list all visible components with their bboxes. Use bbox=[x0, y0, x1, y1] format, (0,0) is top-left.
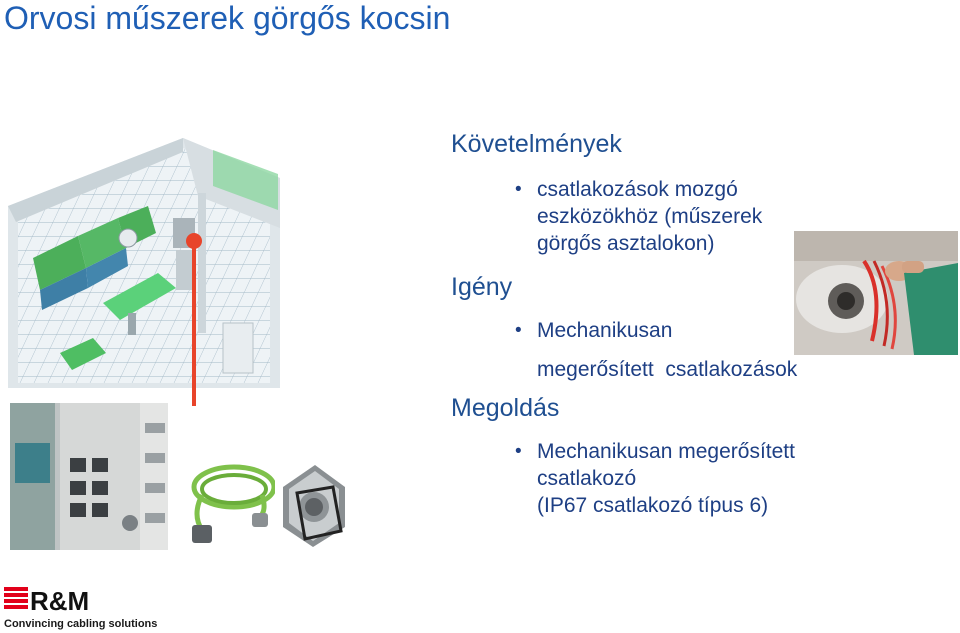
need-heading: Igény bbox=[451, 273, 513, 301]
need-line-1: Mechanikusan bbox=[537, 319, 673, 342]
solution-line-1: Mechanikusan megerősített bbox=[537, 440, 795, 463]
requirement-line-3: görgős asztalokon) bbox=[537, 232, 715, 255]
ip67-connector-photo bbox=[275, 457, 349, 551]
solution-line-2: csatlakozó bbox=[537, 467, 637, 490]
solution-heading: Megoldás bbox=[451, 394, 560, 422]
requirement-line-1: csatlakozások mozgó bbox=[537, 178, 738, 201]
device-panel-photo bbox=[10, 403, 168, 550]
need-bullet bbox=[515, 317, 673, 344]
requirements-heading: Követelmények bbox=[451, 130, 622, 158]
logo-tagline: Convincing cabling solutions bbox=[4, 618, 158, 630]
technician-photo bbox=[794, 231, 958, 355]
solution-bullet bbox=[515, 438, 795, 519]
hospital-room-illustration bbox=[8, 138, 280, 388]
bullet-dot: • bbox=[515, 441, 522, 462]
logo-stripes bbox=[4, 587, 28, 609]
bullet-dot: • bbox=[515, 320, 522, 341]
need-line-2: megerősített csatlakozások bbox=[537, 358, 798, 381]
requirement-line-2: eszközökhöz (műszerek bbox=[537, 205, 763, 228]
ethernet-cable-photo bbox=[182, 455, 282, 547]
logo-brand: R&M bbox=[30, 586, 90, 615]
bullet-dot: • bbox=[515, 179, 522, 200]
solution-line-3: (IP67 csatlakozó típus 6) bbox=[537, 494, 769, 517]
accent-line bbox=[192, 238, 196, 406]
slide-title: Orvosi műszerek görgős kocsin bbox=[4, 0, 451, 36]
rm-logo bbox=[4, 585, 144, 615]
accent-dot bbox=[186, 233, 202, 249]
requirement-bullet bbox=[515, 176, 763, 257]
